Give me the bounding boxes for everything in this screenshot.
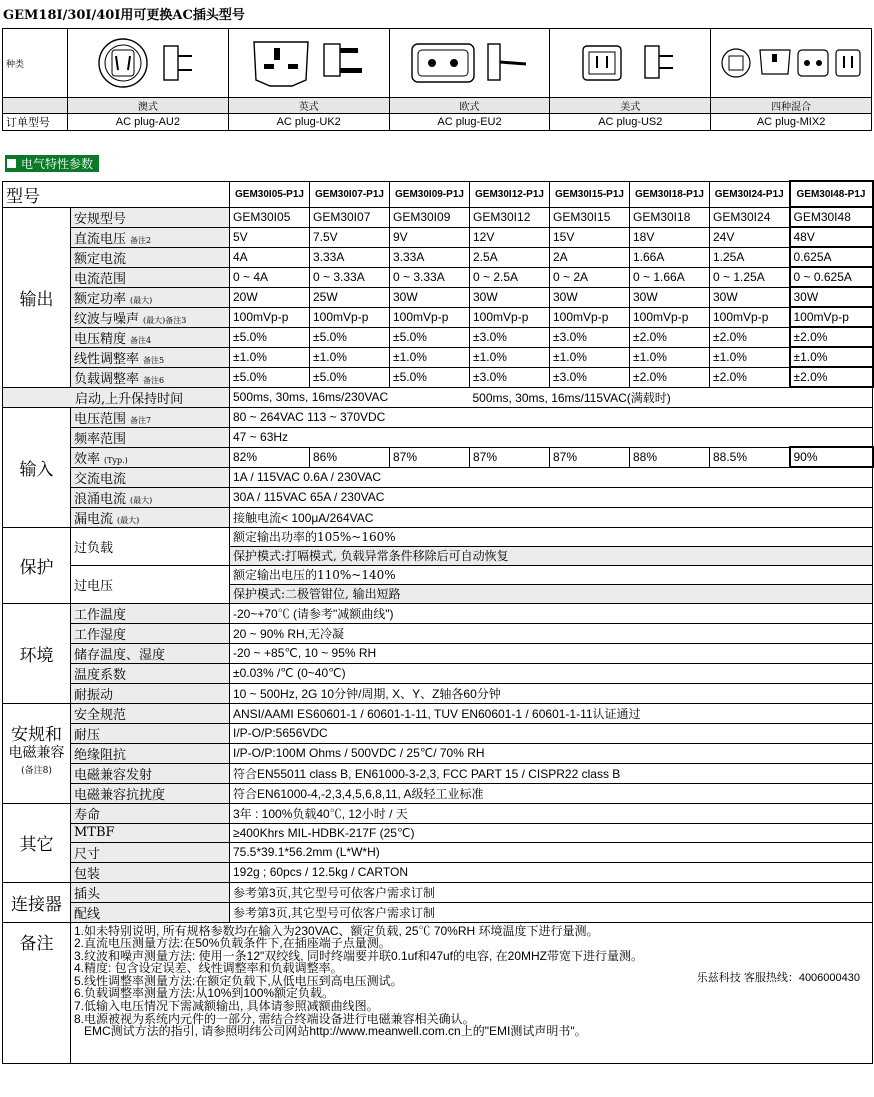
output-value: GEM30I07 bbox=[310, 207, 390, 227]
output-value: 3.33A bbox=[310, 247, 390, 267]
efficiency-value: 87% bbox=[550, 447, 630, 467]
output-value: 0 ~ 3.33A bbox=[310, 267, 390, 287]
environment-item bbox=[71, 683, 230, 703]
environment-item bbox=[71, 603, 230, 623]
safety-value: 符合EN61000-4,-2,3,4,5,6,8,11, A级轻工业标准 bbox=[230, 783, 873, 803]
uk-plug-icon bbox=[244, 34, 374, 92]
others-item bbox=[71, 842, 230, 862]
output-value: ±2.0% bbox=[630, 367, 710, 387]
output-item bbox=[71, 227, 230, 247]
output-value: GEM30I05 bbox=[230, 207, 310, 227]
item-label: 配线 bbox=[74, 906, 101, 922]
environment-item bbox=[71, 643, 230, 663]
model-header: GEM30I15-P1J bbox=[550, 181, 630, 207]
environment-item bbox=[71, 623, 230, 643]
item-label: 纹波与噪声 bbox=[74, 311, 140, 327]
efficiency-value: 90% bbox=[790, 447, 873, 467]
output-item bbox=[71, 207, 230, 227]
output-value: 0 ~ 4A bbox=[230, 267, 310, 287]
output-value: 15V bbox=[550, 227, 630, 247]
model-header: GEM30I09-P1J bbox=[390, 181, 470, 207]
category-input: 输入 bbox=[3, 407, 71, 527]
others-value: 3年 : 100%负载40℃, 12小时 / 天 bbox=[230, 803, 873, 823]
output-item bbox=[71, 327, 230, 347]
item-label: 电流范围 bbox=[74, 271, 127, 287]
item-label: 插头 bbox=[74, 886, 101, 902]
input-item bbox=[71, 447, 230, 467]
output-value: ±5.0% bbox=[230, 367, 310, 387]
output-value: ±2.0% bbox=[790, 367, 873, 387]
output-value: ±2.0% bbox=[710, 327, 790, 347]
output-value: 3.33A bbox=[390, 247, 470, 267]
output-value: 7.5V bbox=[310, 227, 390, 247]
output-value: 2.5A bbox=[470, 247, 550, 267]
output-value: GEM30I18 bbox=[630, 207, 710, 227]
item-label: 负载调整率 bbox=[74, 371, 140, 387]
item-label: 直流电压 bbox=[74, 231, 127, 247]
item-label: 储存温度、湿度 bbox=[74, 647, 166, 663]
output-value: 2A bbox=[550, 247, 630, 267]
output-value: ±1.0% bbox=[710, 347, 790, 367]
item-label: 工作湿度 bbox=[74, 627, 127, 643]
item-label: 额定功率 bbox=[74, 291, 127, 307]
au-plug-icon bbox=[88, 34, 208, 92]
item-label: 包装 bbox=[74, 866, 101, 882]
output-value: ±1.0% bbox=[630, 347, 710, 367]
category-connector: 连接器 bbox=[3, 882, 71, 922]
notes-content bbox=[71, 922, 873, 1063]
order-mix: AC plug-MIX2 bbox=[711, 114, 872, 131]
note-line: 7.低输入电压情况下需减额输出, 具体请参照减额曲线图。 bbox=[74, 999, 379, 1014]
item-note: (最大)备注3 bbox=[143, 315, 187, 325]
model-header: GEM30I12-P1J bbox=[470, 181, 550, 207]
output-value: 30W bbox=[630, 287, 710, 307]
model-header: GEM30I18-P1J bbox=[630, 181, 710, 207]
output-value: 100mVp-p bbox=[470, 307, 550, 327]
output-value: 30W bbox=[710, 287, 790, 307]
safety-item bbox=[71, 743, 230, 763]
output-value: 48V bbox=[790, 227, 873, 247]
spec-table bbox=[2, 180, 874, 1064]
input-value: 30A / 115VAC 65A / 230VAC bbox=[230, 487, 873, 507]
item-note: 备注7 bbox=[130, 415, 152, 425]
item-label: 交流电流 bbox=[74, 471, 127, 487]
note-line: 8.电源被视为系统内元件的一部分, 需结合终端设备进行电磁兼容相关确认。 bbox=[74, 1011, 475, 1026]
output-value: 1.66A bbox=[630, 247, 710, 267]
output-value: 100mVp-p bbox=[230, 307, 310, 327]
model-header: GEM30I48-P1J bbox=[790, 181, 873, 207]
input-value: 接触电流< 100μA/264VAC bbox=[230, 507, 873, 527]
output-value: GEM30I12 bbox=[470, 207, 550, 227]
efficiency-value: 88.5% bbox=[710, 447, 790, 467]
overvoltage-value: 额定输出电压的110%~140% bbox=[230, 565, 873, 584]
output-value: 100mVp-p bbox=[790, 307, 873, 327]
safety-item bbox=[71, 703, 230, 723]
item-label: 效率 bbox=[74, 451, 101, 467]
others-value: ≥400Khrs MIL-HDBK-217F (25℃) bbox=[230, 823, 873, 842]
item-label: 线性调整率 bbox=[74, 351, 140, 367]
category-safety bbox=[3, 703, 71, 803]
item-label: 电压范围 bbox=[74, 411, 127, 427]
output-item bbox=[71, 247, 230, 267]
connector-value: 参考第3页,其它型号可依客户需求订制 bbox=[230, 882, 873, 902]
output-value: ±1.0% bbox=[390, 347, 470, 367]
connector-item bbox=[71, 882, 230, 902]
output-value: 1.25A bbox=[710, 247, 790, 267]
item-note: (最大) bbox=[130, 295, 153, 305]
order-model-label: 订单型号 bbox=[3, 114, 68, 131]
output-value: 0 ~ 0.625A bbox=[790, 267, 873, 287]
item-label: 电压精度 bbox=[74, 331, 127, 347]
category-protection: 保护 bbox=[3, 527, 71, 603]
item-note: (Typ.) bbox=[104, 455, 128, 465]
item-label: 温度系数 bbox=[74, 667, 127, 683]
output-value: ±2.0% bbox=[710, 367, 790, 387]
item-label: 寿命 bbox=[74, 807, 101, 823]
overload-label: 过负载 bbox=[71, 527, 230, 565]
item-label: MTBF bbox=[74, 825, 115, 840]
section-square-icon bbox=[7, 159, 16, 168]
plug-type-label: 种类 bbox=[3, 29, 68, 98]
note-line: 2.直流电压测量方法:在50%负载条件下,在插座端子点量测。 bbox=[74, 936, 391, 951]
input-item bbox=[71, 427, 230, 447]
output-value: 30W bbox=[790, 287, 873, 307]
output-value: 9V bbox=[390, 227, 470, 247]
item-label: 耐振动 bbox=[74, 687, 114, 703]
output-value: 24V bbox=[710, 227, 790, 247]
safety-item bbox=[71, 723, 230, 743]
mix-plug-icon bbox=[716, 34, 866, 92]
plug-type-au: 澳式 bbox=[68, 98, 229, 114]
overvoltage-mode: 保护模式:二极管钳位, 输出短路 bbox=[230, 584, 873, 603]
output-value: 0 ~ 2.5A bbox=[470, 267, 550, 287]
overload-mode: 保护模式:打嗝模式, 负载异常条件移除后可自动恢复 bbox=[230, 546, 873, 565]
safety-value: I/P-O/P:100M Ohms / 500VDC / 25℃/ 70% RH bbox=[230, 743, 873, 763]
note-line: 6.负载调整率测量方法:从10%到100%额定负载。 bbox=[74, 986, 335, 1001]
item-note: 备注4 bbox=[130, 335, 152, 345]
environment-value: -20~+70℃ (请参考"减额曲线") bbox=[230, 603, 873, 623]
others-item bbox=[71, 862, 230, 882]
input-item bbox=[71, 407, 230, 427]
note-line: 3.纹波和噪声测量方法: 使用一条12"双绞线, 同时终端要并联0.1uf和47uf的电容, 在20MHZ带宽下进行量测。 bbox=[74, 948, 644, 963]
others-item bbox=[71, 823, 230, 842]
section-title: 电气特性参数 bbox=[21, 157, 94, 171]
order-eu: AC plug-EU2 bbox=[389, 114, 550, 131]
safety-value: ANSI/AAMI ES60601-1 / 60601-1-11, TUV EN60601-1 / 60601-1-11认证通过 bbox=[230, 703, 873, 723]
output-value: ±1.0% bbox=[310, 347, 390, 367]
model-header: GEM30I24-P1J bbox=[710, 181, 790, 207]
category-environment: 环境 bbox=[3, 603, 71, 703]
safety-cat-line: 安规和 bbox=[11, 725, 62, 745]
output-value: 5V bbox=[230, 227, 310, 247]
efficiency-value: 86% bbox=[310, 447, 390, 467]
overload-value: 额定输出功率的105%~160% bbox=[230, 527, 873, 546]
output-value: 0 ~ 2A bbox=[550, 267, 630, 287]
output-value: ±1.0% bbox=[790, 347, 873, 367]
safety-cat-line: 电磁兼容 bbox=[8, 745, 65, 761]
output-value: 18V bbox=[630, 227, 710, 247]
item-label: 耐压 bbox=[74, 727, 101, 743]
plug-table bbox=[2, 28, 872, 131]
output-value: 30W bbox=[550, 287, 630, 307]
output-value: ±1.0% bbox=[470, 347, 550, 367]
output-value: 30W bbox=[390, 287, 470, 307]
output-item bbox=[71, 347, 230, 367]
output-item bbox=[71, 307, 230, 327]
order-uk: AC plug-UK2 bbox=[228, 114, 389, 131]
output-value: ±5.0% bbox=[390, 367, 470, 387]
output-value: 100mVp-p bbox=[710, 307, 790, 327]
output-value: ±5.0% bbox=[310, 367, 390, 387]
safety-value: I/P-O/P:5656VDC bbox=[230, 723, 873, 743]
item-label: 绝缘阻抗 bbox=[74, 747, 127, 763]
output-item bbox=[71, 287, 230, 307]
item-label: 电磁兼容发射 bbox=[74, 767, 153, 783]
output-item bbox=[71, 267, 230, 287]
eu-plug-icon bbox=[404, 34, 534, 92]
output-value: ±5.0% bbox=[230, 327, 310, 347]
output-value: ±3.0% bbox=[470, 327, 550, 347]
note-line: 4.精度: 包含设定误差、线性调整率和负载调整率。 bbox=[74, 961, 343, 976]
category-others: 其它 bbox=[3, 803, 71, 882]
input-value: 47 ~ 63Hz bbox=[230, 427, 873, 447]
safety-cat-line: (备注8) bbox=[21, 766, 52, 776]
category-output: 输出 bbox=[3, 207, 71, 387]
output-value: GEM30I15 bbox=[550, 207, 630, 227]
connector-item bbox=[71, 902, 230, 922]
input-value: 1A / 115VAC 0.6A / 230VAC bbox=[230, 467, 873, 487]
output-value: ±1.0% bbox=[230, 347, 310, 367]
environment-value: 10 ~ 500Hz, 2G 10分钟/周期, X、Y、Z轴各60分钟 bbox=[230, 683, 873, 703]
efficiency-value: 87% bbox=[390, 447, 470, 467]
input-item bbox=[71, 507, 230, 527]
output-item bbox=[71, 367, 230, 387]
output-value: 0 ~ 1.25A bbox=[710, 267, 790, 287]
others-value: 192g ; 60pcs / 12.5kg / CARTON bbox=[230, 862, 873, 882]
startup-label: 启动,上升保持时间 bbox=[3, 387, 230, 407]
item-label: 浪涌电流 bbox=[74, 491, 127, 507]
item-label: 频率范围 bbox=[74, 431, 127, 447]
model-header: GEM30I05-P1J bbox=[230, 181, 310, 207]
plug-type-us: 美式 bbox=[550, 98, 711, 114]
category-notes: 备注 bbox=[3, 922, 71, 1063]
model-header: GEM30I07-P1J bbox=[310, 181, 390, 207]
safety-item bbox=[71, 763, 230, 783]
output-value: GEM30I24 bbox=[710, 207, 790, 227]
output-value: 100mVp-p bbox=[310, 307, 390, 327]
output-value: 30W bbox=[470, 287, 550, 307]
plug-type-eu: 欧式 bbox=[389, 98, 550, 114]
environment-value: ±0.03% /℃ (0~40℃) bbox=[230, 663, 873, 683]
plug-us-image bbox=[550, 29, 711, 98]
item-note: 备注5 bbox=[143, 355, 165, 365]
item-label: 安全规范 bbox=[74, 707, 127, 723]
plug-au-image bbox=[68, 29, 229, 98]
input-value: 80 ~ 264VAC 113 ~ 370VDC bbox=[230, 407, 873, 427]
plug-eu-image bbox=[389, 29, 550, 98]
output-value: 100mVp-p bbox=[550, 307, 630, 327]
output-value: ±5.0% bbox=[310, 327, 390, 347]
page-title: GEM18I/30I/40I用可更换AC插头型号 bbox=[3, 8, 245, 23]
input-item bbox=[71, 467, 230, 487]
item-note: (最大) bbox=[130, 495, 153, 505]
others-item bbox=[71, 803, 230, 823]
plug-uk-image bbox=[228, 29, 389, 98]
connector-value: 参考第3页,其它型号可依客户需求订制 bbox=[230, 902, 873, 922]
model-label: 型号 bbox=[3, 181, 230, 207]
us-plug-icon bbox=[565, 34, 695, 92]
order-us: AC plug-US2 bbox=[550, 114, 711, 131]
output-value: 12V bbox=[470, 227, 550, 247]
efficiency-value: 87% bbox=[470, 447, 550, 467]
plug-type-uk: 英式 bbox=[228, 98, 389, 114]
environment-value: 20 ~ 90% RH,无冷凝 bbox=[230, 623, 873, 643]
output-value: 4A bbox=[230, 247, 310, 267]
safety-item bbox=[71, 783, 230, 803]
order-au: AC plug-AU2 bbox=[68, 114, 229, 131]
output-value: 0 ~ 3.33A bbox=[390, 267, 470, 287]
efficiency-value: 82% bbox=[230, 447, 310, 467]
output-value: GEM30I09 bbox=[390, 207, 470, 227]
output-value: GEM30I48 bbox=[790, 207, 873, 227]
item-label: 电磁兼容抗扰度 bbox=[74, 787, 166, 803]
output-value: ±1.0% bbox=[550, 347, 630, 367]
item-note: (最大) bbox=[117, 515, 140, 525]
hotline: 乐兹科技 客服热线：4006000430 bbox=[696, 972, 860, 984]
note-line: 5.线性调整率测量方法:在额定负载下,从低电压到高电压测试。 bbox=[74, 973, 403, 988]
item-note: 备注6 bbox=[143, 375, 165, 385]
output-value: 0.625A bbox=[790, 247, 873, 267]
item-label: 额定电流 bbox=[74, 251, 127, 267]
output-value: ±3.0% bbox=[470, 367, 550, 387]
item-label: 漏电流 bbox=[74, 511, 114, 527]
output-value: ±2.0% bbox=[630, 327, 710, 347]
output-value: ±3.0% bbox=[550, 327, 630, 347]
output-value: ±3.0% bbox=[550, 367, 630, 387]
item-note: 备注2 bbox=[130, 235, 152, 245]
startup-value-115: 500ms, 30ms, 16ms/115VAC(满载时) bbox=[470, 387, 873, 407]
output-value: 100mVp-p bbox=[390, 307, 470, 327]
section-header bbox=[5, 155, 99, 172]
output-value: ±5.0% bbox=[390, 327, 470, 347]
efficiency-value: 88% bbox=[630, 447, 710, 467]
environment-item bbox=[71, 663, 230, 683]
environment-value: -20 ~ +85℃, 10 ~ 95% RH bbox=[230, 643, 873, 663]
item-label: 安规型号 bbox=[74, 211, 127, 227]
note-line: 1.如未特别说明, 所有规格参数均在输入为230VAC、额定负载, 25℃ 70%RH 环境温度下进行量测。 bbox=[74, 923, 599, 938]
item-label: 工作温度 bbox=[74, 607, 127, 623]
plug-type-mix: 四种混合 bbox=[711, 98, 872, 114]
item-label: 尺寸 bbox=[74, 846, 101, 862]
safety-value: 符合EN55011 class B, EN61000-3-2,3, FCC PART 15 / CISPR22 class B bbox=[230, 763, 873, 783]
output-value: 20W bbox=[230, 287, 310, 307]
note-line: EMC测试方法的指引, 请参照明纬公司网站http://www.meanwell.com.cn上的"EMI测试声明书"。 bbox=[74, 1024, 587, 1039]
output-value: ±2.0% bbox=[790, 327, 873, 347]
input-item bbox=[71, 487, 230, 507]
overvoltage-label: 过电压 bbox=[71, 565, 230, 603]
startup-value-230: 500ms, 30ms, 16ms/230VAC bbox=[230, 387, 470, 407]
others-value: 75.5*39.1*56.2mm (L*W*H) bbox=[230, 842, 873, 862]
output-value: 100mVp-p bbox=[630, 307, 710, 327]
output-value: 25W bbox=[310, 287, 390, 307]
output-value: 0 ~ 1.66A bbox=[630, 267, 710, 287]
plug-mix-image bbox=[711, 29, 872, 98]
